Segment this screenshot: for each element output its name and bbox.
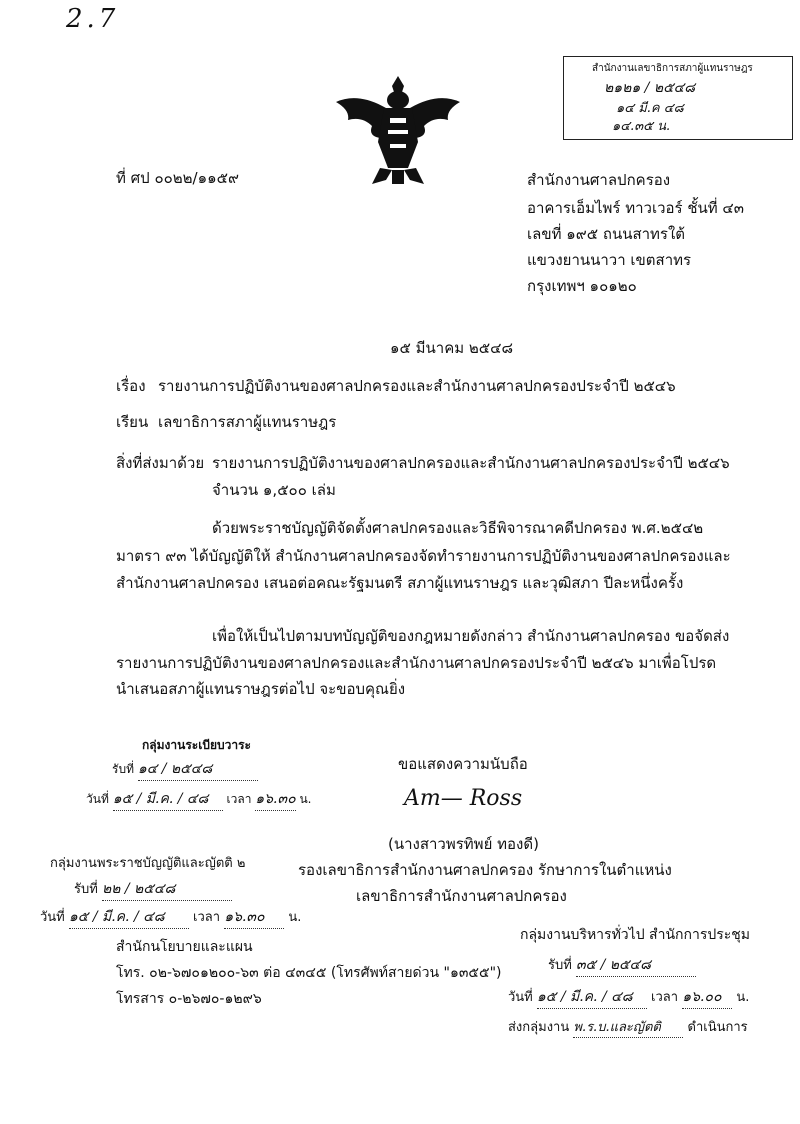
corner-note: 2.7 xyxy=(66,4,120,34)
stamp1-date-row xyxy=(86,788,311,811)
enclosure-quantity: จำนวน ๑,๕๐๐ เล่ม xyxy=(212,481,336,499)
stamp-box-line4: ๑๔.๓๕ น. xyxy=(612,119,671,134)
stamp1-time-unit: น. xyxy=(299,792,312,806)
to-text: เลขาธิการสภาผู้แทนราษฎร xyxy=(158,413,337,431)
enclosure-text: รายงานการปฏิบัติงานของศาลปกครองและสำนักงานศาลปกครองประจำปี ๒๕๔๖ xyxy=(212,454,730,472)
sender-line5: กรุงเทพฯ ๑๐๑๒๐ xyxy=(527,277,637,295)
garuda-emblem-icon xyxy=(328,72,468,187)
closing-text: ขอแสดงความนับถือ xyxy=(398,755,528,773)
sender-line2: อาคารเอ็มไพร์ ทาวเวอร์ ชั้นที่ ๔๓ xyxy=(527,199,745,217)
letter-date: ๑๕ มีนาคม ๒๕๔๘ xyxy=(390,339,514,357)
paragraph2-line2: รายงานการปฏิบัติงานของศาลปกครองและสำนักงานศาลปกครองประจำปี ๒๕๔๖ มาเพื่อโปรด xyxy=(116,654,717,672)
signer-name: (นางสาวพรทิพย์ ทองดี) xyxy=(388,835,539,853)
stamp1-title: กลุ่มงานระเบียบวาระ xyxy=(142,738,251,752)
paragraph2-line1: เพื่อให้เป็นไปตามบทบัญญัติของกฎหมายดังกล่าว สำนักงานศาลปกครอง ขอจัดส่ง xyxy=(212,627,730,645)
stamp1-date-value: ๑๕ / มี.ค. / ๔๘ xyxy=(113,788,223,811)
stamp1-time-value: ๑๖.๓๐ xyxy=(255,788,295,811)
stamp1-time-label: เวลา xyxy=(226,792,252,806)
subject-label: เรื่อง xyxy=(116,377,146,395)
stamp1-receive-value: ๑๔ / ๒๕๔๘ xyxy=(138,758,258,781)
sender-line3: เลขที่ ๑๙๕ ถนนสาทรใต้ xyxy=(527,225,686,243)
to-label: เรียน xyxy=(116,413,149,431)
stamp2-time-unit: น. xyxy=(288,910,302,925)
stamp2-date-row xyxy=(40,906,301,929)
stamp3-date-label: วันที่ xyxy=(508,990,533,1005)
stamp-box-line3: ๑๔ มี.ค ๔๘ xyxy=(616,101,684,116)
stamp1-receive-label: รับที่ xyxy=(112,762,134,776)
stamp2-time-value: ๑๖.๓๐ xyxy=(224,906,284,929)
footer-phone: โทร. ๐๒-๖๗๐๑๒๐๐-๖๓ ต่อ ๔๓๔๕ (โทรศัพท์สายด่วน "๑๓๕๕") xyxy=(116,965,502,981)
stamp2-receive-label: รับที่ xyxy=(74,882,98,897)
signer-title-line2: เลขาธิการสำนักงานศาลปกครอง xyxy=(356,887,567,905)
stamp3-time-unit: น. xyxy=(736,990,750,1005)
footer-office: สำนักนโยบายและแผน xyxy=(116,939,253,955)
paragraph1-line2: มาตรา ๙๓ ได้บัญญัติให้ สำนักงานศาลปกครองจัดทำรายงานการปฏิบัติงานของศาลปกครองและ xyxy=(116,547,731,565)
stamp3-title: กลุ่มงานบริหารทั่วไป สำนักการประชุม xyxy=(520,927,751,943)
stamp3-receive-value: ๓๕ / ๒๕๔๘ xyxy=(576,954,696,977)
signer-title-line1: รองเลขาธิการสำนักงานศาลปกครอง รักษาการในตำแหน่ง xyxy=(298,861,672,879)
subject-text: รายงานการปฏิบัติงานของศาลปกครองและสำนักงานศาลปกครองประจำปี ๒๕๔๖ xyxy=(158,377,676,395)
sender-line4: แขวงยานนาวา เขตสาทร xyxy=(527,251,692,269)
stamp3-receive-label: รับที่ xyxy=(548,958,572,973)
stamp2-title: กลุ่มงานพระราชบัญญัติและญัตติ ๒ xyxy=(50,856,246,871)
stamp3-send-value: พ.ร.บ.และญัตติ xyxy=(573,1016,683,1038)
stamp3-time-label: เวลา xyxy=(651,990,679,1005)
stamp3-send-suffix: ดำเนินการ xyxy=(687,1020,748,1035)
stamp-box-line2: ๒๑๒๑ / ๒๕๔๘ xyxy=(604,80,696,96)
stamp-box-line1: สำนักงานเลขาธิการสภาผู้แทนราษฎร xyxy=(592,63,753,74)
stamp3-receive-row xyxy=(548,954,696,977)
signature: Am— Ross xyxy=(404,786,523,811)
stamp3-time-value: ๑๖.๐๐ xyxy=(682,986,732,1009)
stamp2-date-label: วันที่ xyxy=(40,910,65,925)
enclosure-label: สิ่งที่ส่งมาด้วย xyxy=(116,454,205,472)
stamp1-receive-row xyxy=(112,758,258,781)
stamp2-time-label: เวลา xyxy=(193,910,221,925)
stamp3-send-label: ส่งกลุ่มงาน xyxy=(508,1020,570,1035)
stamp3-date-value: ๑๕ / มี.ค. / ๔๘ xyxy=(537,986,647,1009)
stamp2-receive-row xyxy=(74,878,232,901)
stamp2-date-value: ๑๕ / มี.ค. / ๔๘ xyxy=(69,906,189,929)
stamp1-date-label: วันที่ xyxy=(86,792,109,806)
paragraph2-line3: นำเสนอสภาผู้แทนราษฎรต่อไป จะขอบคุณยิ่ง xyxy=(116,680,406,698)
paragraph1-line1: ด้วยพระราชบัญญัติจัดตั้งศาลปกครองและวิธีพิจารณาคดีปกครอง พ.ศ.๒๕๔๒ xyxy=(212,519,704,537)
stamp3-send-row xyxy=(508,1016,748,1038)
footer-fax: โทรสาร ๐-๒๖๗๐-๑๒๙๖ xyxy=(116,991,262,1007)
reference-number: ที่ ศป ๐๐๒๒/๑๑๕๙ xyxy=(116,169,239,187)
receipt-stamp-box xyxy=(563,56,793,140)
stamp2-receive-value: ๒๒ / ๒๕๔๘ xyxy=(102,878,232,901)
sender-line1: สำนักงานศาลปกครอง xyxy=(527,171,671,189)
stamp3-date-row xyxy=(508,986,749,1009)
paragraph1-line3: สำนักงานศาลปกครอง เสนอต่อคณะรัฐมนตรี สภาผู้แทนราษฎร และวุฒิสภา ปีละหนึ่งครั้ง xyxy=(116,574,684,592)
